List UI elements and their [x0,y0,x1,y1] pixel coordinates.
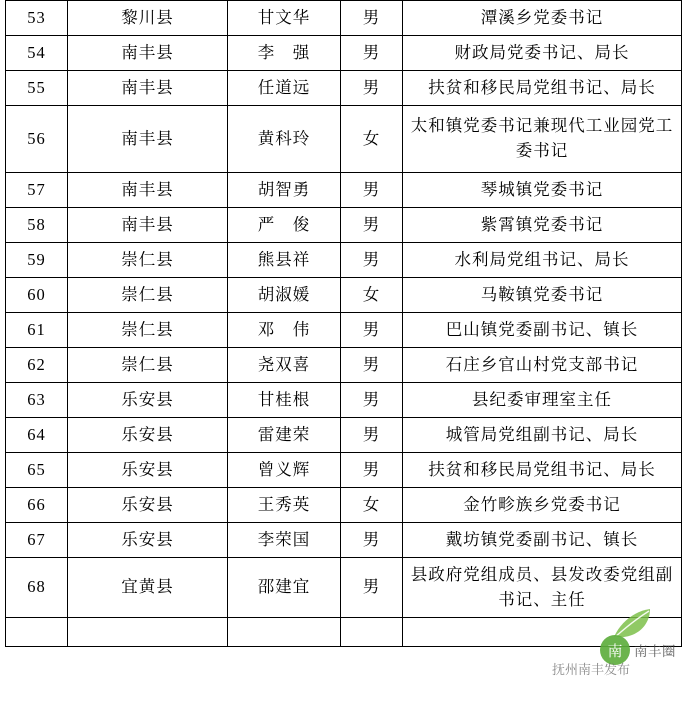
table-row [6,488,682,523]
cell-sex: 男 [341,1,403,36]
table-row [6,173,682,208]
cell-post: 石庄乡官山村党支部书记 [403,348,682,383]
cell-name: 邵建宜 [228,558,341,618]
cell-post: 马鞍镇党委书记 [403,278,682,313]
cell-no: 63 [6,383,68,418]
cell-area: 乐安县 [68,383,228,418]
cell-name: 胡智勇 [228,173,341,208]
cell-area: 乐安县 [68,418,228,453]
cell-sex: 男 [341,383,403,418]
cell-post: 县纪委审理室主任 [403,383,682,418]
source-label: 抚州南丰发布 [551,662,630,677]
cell-name: 雷建荣 [228,418,341,453]
cell-area: 南丰县 [68,71,228,106]
cell-no: 65 [6,453,68,488]
cell-name: 尧双喜 [228,348,341,383]
cell-sex: 男 [341,523,403,558]
cell-sex-empty [341,618,403,647]
cell-no: 62 [6,348,68,383]
cell-no: 57 [6,173,68,208]
table-row [6,1,682,36]
cell-area: 乐安县 [68,453,228,488]
cell-name: 甘文华 [228,1,341,36]
cell-name: 王秀英 [228,488,341,523]
cell-post: 琴城镇党委书记 [403,173,682,208]
cell-no: 66 [6,488,68,523]
cell-area: 南丰县 [68,106,228,173]
cell-no: 64 [6,418,68,453]
cell-post: 扶贫和移民局党组书记、局长 [403,71,682,106]
cell-sex: 男 [341,71,403,106]
cell-post-empty [403,618,682,647]
cell-sex: 男 [341,173,403,208]
cell-sex: 女 [341,488,403,523]
roster-table [5,0,682,647]
cell-area: 崇仁县 [68,278,228,313]
cell-name: 严 俊 [228,208,341,243]
table-row [6,418,682,453]
cell-no: 54 [6,36,68,71]
table-row [6,36,682,71]
cell-sex: 男 [341,558,403,618]
cell-sex: 男 [341,208,403,243]
cell-area: 南丰县 [68,173,228,208]
cell-post: 扶贫和移民局党组书记、局长 [403,453,682,488]
table-row [6,348,682,383]
cell-sex: 女 [341,278,403,313]
cell-area: 崇仁县 [68,348,228,383]
cell-area: 宜黄县 [68,558,228,618]
cell-post: 城管局党组副书记、局长 [403,418,682,453]
cell-area: 乐安县 [68,488,228,523]
cell-area: 崇仁县 [68,243,228,278]
table-row [6,278,682,313]
roster-table-body [6,1,682,647]
table-row [6,383,682,418]
cell-name: 胡淑媛 [228,278,341,313]
cell-name-empty [228,618,341,647]
cell-post: 巴山镇党委副书记、镇长 [403,313,682,348]
table-row [6,243,682,278]
cell-no: 67 [6,523,68,558]
cell-no: 53 [6,1,68,36]
brand-icon: 南 [600,635,630,665]
cell-name: 曾义辉 [228,453,341,488]
cell-sex: 男 [341,348,403,383]
cell-post: 金竹畛族乡党委书记 [403,488,682,523]
cell-name: 任道远 [228,71,341,106]
table-row [6,106,682,173]
cell-area: 黎川县 [68,1,228,36]
cell-sex: 男 [341,313,403,348]
cell-name: 熊县祥 [228,243,341,278]
cell-no: 60 [6,278,68,313]
cell-sex: 女 [341,106,403,173]
cell-name: 李 强 [228,36,341,71]
cell-area: 乐安县 [68,523,228,558]
cell-area: 南丰县 [68,208,228,243]
cell-no: 59 [6,243,68,278]
table-row [6,523,682,558]
cell-post: 水利局党组书记、局长 [403,243,682,278]
cell-no: 55 [6,71,68,106]
cell-sex: 男 [341,36,403,71]
cell-no: 58 [6,208,68,243]
table-row [6,453,682,488]
cell-post: 太和镇党委书记兼现代工业园党工委书记 [403,106,682,173]
cell-sex: 男 [341,418,403,453]
table-row [6,558,682,618]
cell-name: 邓 伟 [228,313,341,348]
cell-sex: 男 [341,453,403,488]
cell-no-empty [6,618,68,647]
cell-no: 61 [6,313,68,348]
brand-label: 南丰圈 [634,644,676,659]
cell-no: 68 [6,558,68,618]
cell-post: 潭溪乡党委书记 [403,1,682,36]
cell-no: 56 [6,106,68,173]
cell-area: 崇仁县 [68,313,228,348]
cell-post: 县政府党组成员、县发改委党组副书记、主任 [403,558,682,618]
cell-name: 黄科玲 [228,106,341,173]
cell-area: 南丰县 [68,36,228,71]
cell-post: 财政局党委书记、局长 [403,36,682,71]
cell-sex: 男 [341,243,403,278]
cell-name: 李荣国 [228,523,341,558]
table-row [6,208,682,243]
table-row-partial [6,618,682,647]
table-row [6,71,682,106]
cell-area-empty [68,618,228,647]
cell-post: 紫霄镇党委书记 [403,208,682,243]
cell-post: 戴坊镇党委副书记、镇长 [403,523,682,558]
cell-name: 甘桂根 [228,383,341,418]
table-row [6,313,682,348]
